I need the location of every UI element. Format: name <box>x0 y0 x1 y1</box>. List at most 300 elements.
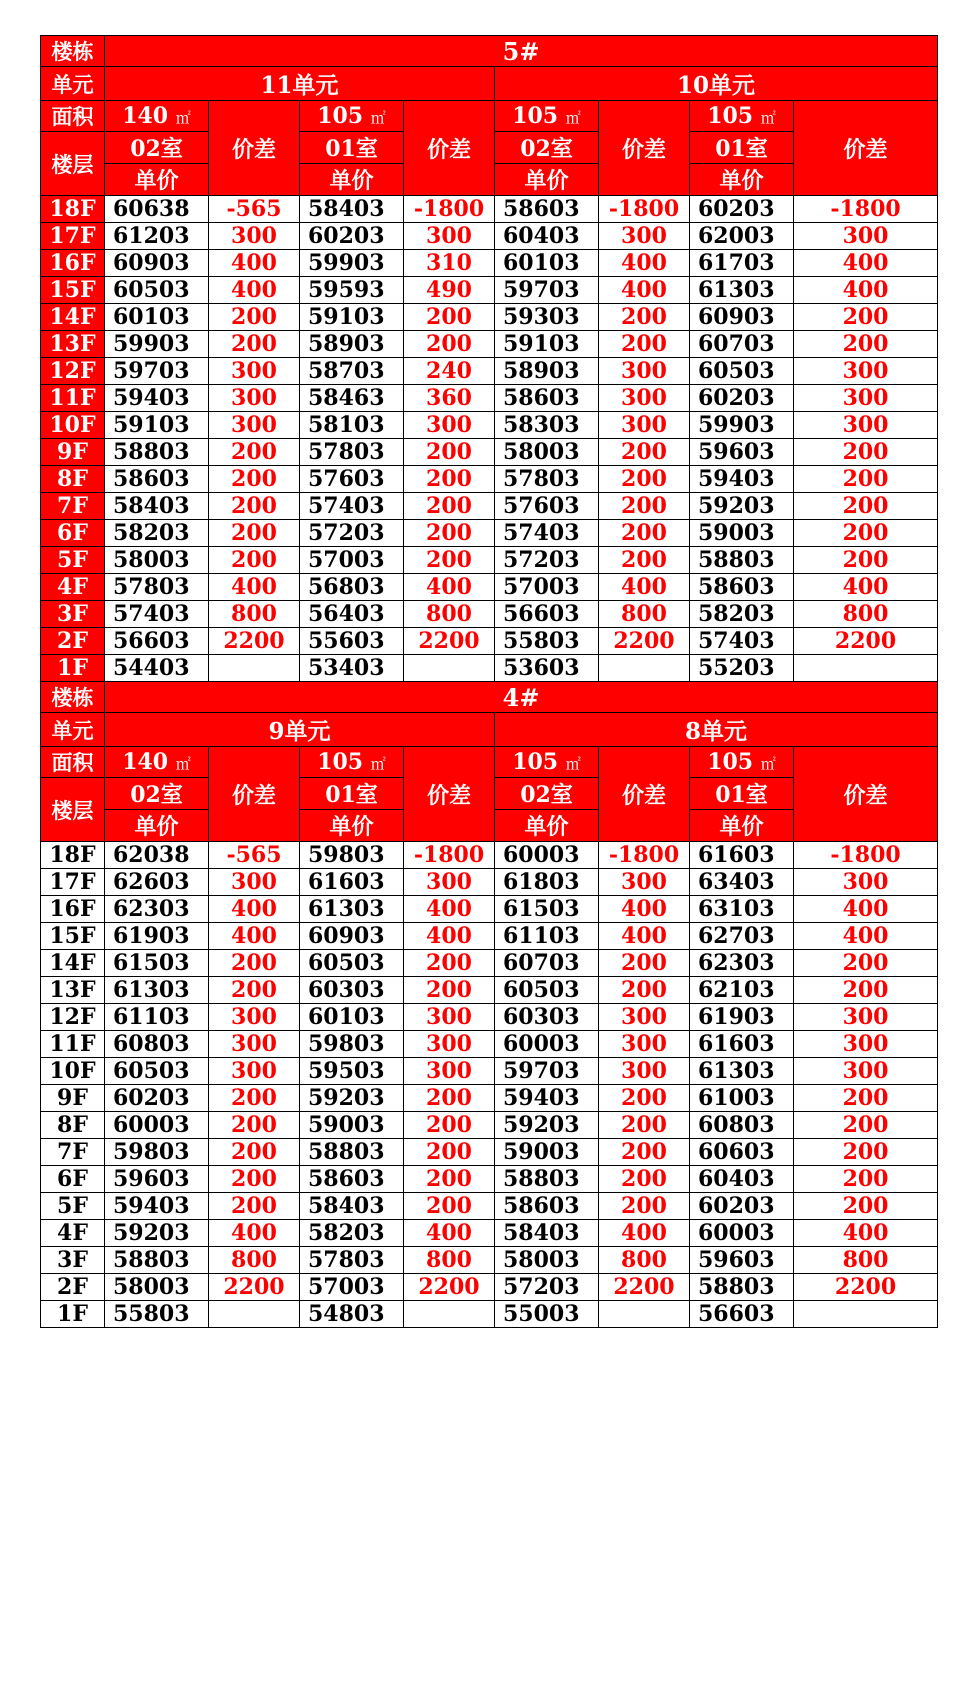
floor-value: 15F <box>49 923 96 949</box>
unit-price-cell <box>300 950 404 977</box>
unit-price-cell <box>300 923 404 950</box>
unit-price-value: 58603 <box>113 466 190 492</box>
unit-price-cell <box>690 896 794 923</box>
unit-price-cell <box>495 1193 599 1220</box>
floor-value: 1F <box>57 655 88 681</box>
unit-price-value: 61603 <box>698 1031 775 1057</box>
price-diff-cell <box>209 655 300 682</box>
price-diff-cell <box>209 466 300 493</box>
building-label <box>41 682 105 713</box>
unit-price-cell <box>690 950 794 977</box>
price-diff-cell <box>209 628 300 655</box>
floor-row <box>41 277 938 304</box>
price-diff-cell <box>794 1193 938 1220</box>
floor-value: 12F <box>49 1004 96 1030</box>
price-diff-header-text: 价差 <box>621 782 666 809</box>
unit-price-value: 61603 <box>308 869 385 895</box>
floor-row <box>41 1085 938 1112</box>
room-cell <box>105 132 209 164</box>
unit-price-value: 58403 <box>308 196 385 222</box>
area-header-row <box>41 101 938 132</box>
unit-price-value: 61203 <box>113 223 190 249</box>
price-diff-cell <box>209 358 300 385</box>
unit-name-text: 8单元 <box>685 718 748 745</box>
floor-row <box>41 977 938 1004</box>
unit-price-cell <box>105 1166 209 1193</box>
price-diff-cell <box>209 304 300 331</box>
area-value: 105 <box>707 103 754 129</box>
unit-price-value: 62303 <box>698 950 775 976</box>
room-cell <box>300 778 404 810</box>
unit-price-value: 62603 <box>113 869 190 895</box>
unit-price-cell <box>300 1004 404 1031</box>
unit-price-cell <box>495 331 599 358</box>
price-diff-value: 400 <box>842 277 889 303</box>
price-diff-value: 300 <box>426 223 472 249</box>
unit-price-cell <box>300 304 404 331</box>
price-diff-cell <box>209 385 300 412</box>
price-diff-value: 300 <box>621 869 667 895</box>
price-diff-header-text: 价差 <box>231 782 276 809</box>
floor-cell <box>41 250 105 277</box>
unit-price-value: 60803 <box>113 1031 190 1057</box>
unit-price-header <box>690 164 794 196</box>
price-diff-value: 200 <box>426 439 472 465</box>
floor-value: 11F <box>49 385 96 411</box>
unit-price-cell <box>690 439 794 466</box>
price-diff-cell <box>794 655 938 682</box>
price-diff-value: 200 <box>621 1166 667 1192</box>
price-diff-value: 2200 <box>223 628 285 654</box>
floor-cell <box>41 1112 105 1139</box>
unit-price-cell <box>105 1058 209 1085</box>
price-diff-cell <box>794 1004 938 1031</box>
price-diff-cell <box>599 1166 690 1193</box>
price-diff-value: 200 <box>426 466 472 492</box>
unit-price-cell <box>105 304 209 331</box>
unit-price-value: 60003 <box>113 1112 190 1138</box>
unit-price-cell <box>105 331 209 358</box>
floor-row <box>41 1139 938 1166</box>
floor-row <box>41 439 938 466</box>
unit-price-cell <box>105 1193 209 1220</box>
unit-price-cell <box>495 1247 599 1274</box>
price-diff-cell <box>794 385 938 412</box>
unit-price-value: 53603 <box>503 655 580 681</box>
room-cell <box>495 132 599 164</box>
unit-price-cell <box>105 1247 209 1274</box>
floor-row <box>41 1112 938 1139</box>
price-diff-value: 300 <box>621 223 667 249</box>
price-diff-value: 300 <box>426 1031 472 1057</box>
price-diff-value: 200 <box>621 1085 667 1111</box>
price-diff-value: 490 <box>426 277 472 303</box>
unit-price-value: 62038 <box>113 842 190 868</box>
unit-name <box>495 67 938 101</box>
floor-value: 10F <box>49 412 96 438</box>
unit-price-value: 56403 <box>308 601 385 627</box>
unit-price-cell <box>300 1139 404 1166</box>
unit-price-value: 60503 <box>308 950 385 976</box>
unit-price-cell <box>690 1031 794 1058</box>
price-diff-value: 300 <box>842 1004 889 1030</box>
unit-price-value: 57003 <box>503 574 580 600</box>
price-diff-cell <box>209 977 300 1004</box>
floor-value: 3F <box>57 1247 88 1273</box>
price-diff-cell <box>404 1274 495 1301</box>
price-diff-value: 300 <box>621 385 667 411</box>
unit-price-cell <box>690 923 794 950</box>
unit-price-cell <box>105 950 209 977</box>
unit-price-value: 57803 <box>308 1247 385 1273</box>
unit-price-cell <box>105 1031 209 1058</box>
price-diff-cell <box>599 977 690 1004</box>
floor-value: 18F <box>49 196 96 222</box>
unit-price-cell <box>300 574 404 601</box>
unit-price-cell <box>495 385 599 412</box>
unit-price-value: 57803 <box>308 439 385 465</box>
price-diff-value: 400 <box>842 574 889 600</box>
unit-price-value: 57203 <box>503 547 580 573</box>
price-diff-cell <box>209 1139 300 1166</box>
price-diff-cell <box>794 1112 938 1139</box>
price-diff-value: 400 <box>621 574 667 600</box>
unit-price-value: 55803 <box>113 1301 190 1327</box>
floor-cell <box>41 1193 105 1220</box>
floor-value: 5F <box>57 547 88 573</box>
unit-price-value: 55203 <box>698 655 775 681</box>
unit-price-cell <box>300 869 404 896</box>
unit-price-header-text: 单价 <box>524 814 569 840</box>
price-diff-value: 300 <box>842 223 889 249</box>
unit-price-value: 59603 <box>113 1166 190 1192</box>
unit-price-cell <box>495 1166 599 1193</box>
unit-price-cell <box>495 547 599 574</box>
unit-price-cell <box>105 655 209 682</box>
price-diff-value: 400 <box>621 923 667 949</box>
price-diff-header-text: 价差 <box>426 782 471 809</box>
price-diff-header-text: 价差 <box>426 136 471 163</box>
unit-price-value: 59703 <box>113 358 190 384</box>
unit-price-cell <box>495 1004 599 1031</box>
unit-price-cell <box>300 223 404 250</box>
price-diff-value: 800 <box>621 601 667 627</box>
price-diff-value: 200 <box>842 304 889 330</box>
price-diff-cell <box>794 223 938 250</box>
unit-price-value: 59403 <box>503 1085 580 1111</box>
unit-price-cell <box>690 1301 794 1328</box>
unit-price-cell <box>690 1004 794 1031</box>
unit-price-cell <box>495 574 599 601</box>
floor-value: 17F <box>49 869 96 895</box>
unit-price-value: 60303 <box>308 977 385 1003</box>
price-diff-cell <box>794 547 938 574</box>
unit-price-cell <box>690 869 794 896</box>
floor-row <box>41 628 938 655</box>
unit-price-value: 63403 <box>698 869 775 895</box>
room-name: 01室 <box>325 136 378 162</box>
price-diff-cell <box>209 277 300 304</box>
unit-price-cell <box>495 439 599 466</box>
unit-price-value: 58403 <box>308 1193 385 1219</box>
unit-price-value: 59803 <box>308 842 385 868</box>
unit-label-text: 单元 <box>51 717 94 743</box>
price-diff-cell <box>404 655 495 682</box>
price-diff-cell <box>599 493 690 520</box>
floor-cell <box>41 1139 105 1166</box>
unit-price-value: 59603 <box>698 1247 775 1273</box>
price-diff-cell <box>794 439 938 466</box>
unit-price-cell <box>300 520 404 547</box>
floor-value: 12F <box>49 358 96 384</box>
price-diff-cell <box>209 1166 300 1193</box>
unit-price-value: 59103 <box>503 331 580 357</box>
unit-price-cell <box>690 304 794 331</box>
floor-row <box>41 601 938 628</box>
price-diff-value: 300 <box>231 1058 277 1084</box>
unit-price-value: 59403 <box>113 1193 190 1219</box>
unit-price-value: 58603 <box>503 196 580 222</box>
floor-cell <box>41 304 105 331</box>
unit-price-cell <box>495 923 599 950</box>
price-diff-cell <box>404 869 495 896</box>
unit-price-value: 58403 <box>113 493 190 519</box>
price-diff-cell <box>404 493 495 520</box>
price-diff-value: 200 <box>842 466 889 492</box>
price-diff-cell <box>404 977 495 1004</box>
unit-price-value: 57203 <box>503 1274 580 1300</box>
unit-price-value: 55803 <box>503 628 580 654</box>
area-value: 105 <box>317 749 364 775</box>
unit-price-cell <box>495 466 599 493</box>
unit-price-cell <box>495 223 599 250</box>
price-table-body <box>41 36 938 1328</box>
price-diff-value: 200 <box>231 466 277 492</box>
unit-price-value: 60303 <box>503 1004 580 1030</box>
unit-price-value: 61103 <box>503 923 580 949</box>
unit-price-cell <box>690 1247 794 1274</box>
price-diff-cell <box>599 520 690 547</box>
price-diff-value: 800 <box>621 1247 667 1273</box>
price-diff-cell <box>794 1274 938 1301</box>
unit-price-cell <box>690 1085 794 1112</box>
unit-price-value: 57203 <box>308 520 385 546</box>
price-diff-value: 300 <box>842 412 889 438</box>
room-cell <box>690 778 794 810</box>
unit-price-value: 59103 <box>113 412 190 438</box>
price-diff-cell <box>209 1220 300 1247</box>
unit-price-cell <box>690 574 794 601</box>
price-diff-cell <box>599 869 690 896</box>
unit-price-cell <box>690 977 794 1004</box>
price-diff-cell <box>404 574 495 601</box>
floor-cell <box>41 1058 105 1085</box>
unit-price-cell <box>495 896 599 923</box>
price-diff-cell <box>404 1220 495 1247</box>
unit-price-value: 60003 <box>503 1031 580 1057</box>
price-diff-value: 400 <box>426 923 472 949</box>
floor-value: 8F <box>57 1112 88 1138</box>
price-diff-cell <box>599 439 690 466</box>
floor-row <box>41 412 938 439</box>
floor-row <box>41 1031 938 1058</box>
building-name-text: 4# <box>502 682 540 712</box>
unit-price-cell <box>105 601 209 628</box>
area-value: 140 <box>122 103 169 129</box>
price-diff-cell <box>794 331 938 358</box>
price-diff-value: 200 <box>621 466 667 492</box>
unit-label <box>41 67 105 101</box>
unit-price-cell <box>105 493 209 520</box>
unit-price-value: 58003 <box>503 1247 580 1273</box>
price-diff-value: 400 <box>231 1220 277 1246</box>
unit-price-cell <box>300 1058 404 1085</box>
unit-price-value: 59203 <box>113 1220 190 1246</box>
price-diff-cell <box>404 896 495 923</box>
price-diff-value: 200 <box>231 547 277 573</box>
price-diff-cell <box>404 1139 495 1166</box>
price-diff-value: 200 <box>842 547 889 573</box>
unit-price-cell <box>495 1301 599 1328</box>
price-diff-value: 200 <box>231 331 277 357</box>
price-diff-cell <box>794 1166 938 1193</box>
room-name: 02室 <box>130 782 183 808</box>
unit-price-value: 54403 <box>113 655 190 681</box>
floor-row <box>41 574 938 601</box>
unit-price-value: 57603 <box>308 466 385 492</box>
room-cell <box>495 778 599 810</box>
unit-price-value: 58903 <box>308 331 385 357</box>
unit-price-cell <box>105 1220 209 1247</box>
unit-price-value: 57003 <box>308 547 385 573</box>
price-diff-value: -1800 <box>413 842 485 868</box>
price-diff-header <box>599 101 690 196</box>
price-diff-cell <box>209 1301 300 1328</box>
unit-price-value: 58203 <box>113 520 190 546</box>
floor-cell <box>41 223 105 250</box>
area-value: 105 <box>317 103 364 129</box>
price-diff-header <box>404 747 495 842</box>
unit-price-cell <box>300 1220 404 1247</box>
price-diff-cell <box>794 250 938 277</box>
price-diff-cell <box>209 547 300 574</box>
price-diff-header <box>794 747 938 842</box>
building-name <box>105 36 938 67</box>
unit-price-value: 58803 <box>698 547 775 573</box>
price-diff-value: 310 <box>426 250 472 276</box>
unit-price-cell <box>495 358 599 385</box>
room-name: 02室 <box>520 782 573 808</box>
unit-price-value: 62103 <box>698 977 775 1003</box>
area-cell <box>495 747 599 778</box>
unit-price-cell <box>690 412 794 439</box>
unit-price-value: 55003 <box>503 1301 580 1327</box>
unit-price-value: 57403 <box>698 628 775 654</box>
unit-price-cell <box>690 1274 794 1301</box>
price-diff-value: 300 <box>842 358 889 384</box>
unit-price-value: 58603 <box>503 1193 580 1219</box>
price-diff-cell <box>599 223 690 250</box>
floor-cell <box>41 869 105 896</box>
unit-price-cell <box>105 1139 209 1166</box>
unit-price-cell <box>495 304 599 331</box>
unit-price-cell <box>105 439 209 466</box>
floor-label <box>41 778 105 842</box>
floor-label-text: 楼层 <box>51 151 94 177</box>
unit-price-cell <box>105 1274 209 1301</box>
floor-cell <box>41 950 105 977</box>
price-diff-value: 200 <box>842 1166 889 1192</box>
price-diff-cell <box>599 655 690 682</box>
building-label-text: 楼栋 <box>51 39 94 64</box>
unit-price-cell <box>495 655 599 682</box>
unit-price-cell <box>105 196 209 223</box>
price-diff-cell <box>404 1031 495 1058</box>
floor-row <box>41 896 938 923</box>
price-diff-cell <box>209 574 300 601</box>
unit-price-cell <box>105 842 209 869</box>
price-diff-value: 400 <box>231 574 277 600</box>
price-diff-cell <box>404 439 495 466</box>
price-diff-value: 200 <box>842 1139 889 1165</box>
area-cell <box>105 747 209 778</box>
floor-value: 5F <box>57 1193 88 1219</box>
price-diff-value: 300 <box>426 869 472 895</box>
building-name-text: 5# <box>502 36 540 66</box>
price-diff-cell <box>599 547 690 574</box>
floor-row <box>41 547 938 574</box>
unit-price-value: 60003 <box>698 1220 775 1246</box>
price-diff-value: 200 <box>842 1112 889 1138</box>
unit-price-cell <box>105 358 209 385</box>
price-diff-cell <box>404 923 495 950</box>
floor-row <box>41 331 938 358</box>
price-diff-value: 200 <box>621 1193 667 1219</box>
floor-row <box>41 358 938 385</box>
unit-price-cell <box>495 520 599 547</box>
price-diff-value: 200 <box>621 304 667 330</box>
price-diff-cell <box>794 1220 938 1247</box>
unit-price-cell <box>495 950 599 977</box>
unit-price-cell <box>495 1139 599 1166</box>
unit-price-value: 58803 <box>113 1247 190 1273</box>
price-diff-cell <box>209 869 300 896</box>
unit-price-cell <box>300 412 404 439</box>
unit-price-value: 60403 <box>503 223 580 249</box>
unit-price-header-text: 单价 <box>134 814 179 840</box>
price-table <box>40 35 938 1328</box>
price-diff-cell <box>794 304 938 331</box>
unit-price-cell <box>495 412 599 439</box>
unit-price-cell <box>300 1031 404 1058</box>
price-diff-value: 200 <box>621 1112 667 1138</box>
unit-price-value: 60403 <box>698 1166 775 1192</box>
unit-price-cell <box>300 655 404 682</box>
unit-price-cell <box>690 196 794 223</box>
price-diff-header <box>209 747 300 842</box>
price-diff-value: 300 <box>842 1031 889 1057</box>
unit-price-cell <box>300 277 404 304</box>
price-diff-value: 400 <box>621 896 667 922</box>
floor-label <box>41 132 105 196</box>
price-diff-value: 200 <box>231 439 277 465</box>
price-diff-value: 200 <box>842 439 889 465</box>
price-diff-value: 200 <box>231 520 277 546</box>
unit-price-cell <box>300 466 404 493</box>
unit-price-cell <box>495 1274 599 1301</box>
floor-cell <box>41 331 105 358</box>
unit-name-text: 10单元 <box>677 72 756 99</box>
